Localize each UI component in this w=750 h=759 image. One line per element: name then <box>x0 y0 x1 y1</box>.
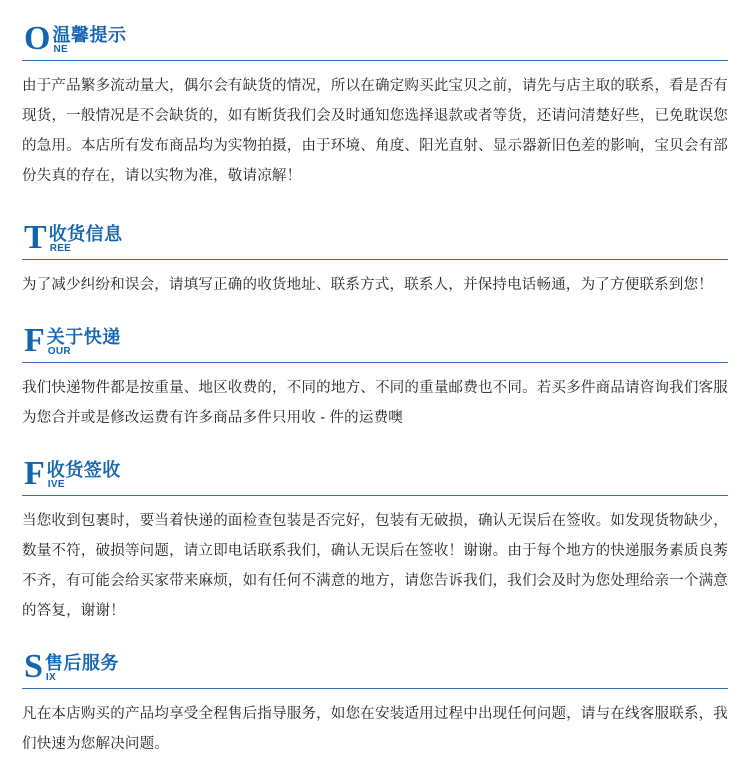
section-title: 收货信息 <box>48 224 123 244</box>
spacer <box>22 630 728 646</box>
section-title-group <box>49 224 123 254</box>
section-header <box>22 217 728 256</box>
section-header <box>22 646 728 685</box>
section-initial-letter: O <box>24 20 51 57</box>
spacer <box>22 437 728 453</box>
spacer <box>22 195 728 217</box>
section-title-group <box>52 25 126 55</box>
section-subtitle: IX <box>45 672 56 683</box>
section-title: 温馨提示 <box>52 25 127 45</box>
section-initial-letter: T <box>24 219 47 256</box>
section-body: 我们快递物件都是按重量、地区收费的，不同的地方、不同的重量邮费也不同。若买多件商品请咨询我们客服为您合并或是修改运费有许多商品多件只用收 - 件的运费噢 <box>22 380 728 426</box>
section-header <box>22 320 728 359</box>
section-subtitle: OUR <box>47 346 71 357</box>
spacer <box>22 304 728 320</box>
section-header <box>22 453 728 492</box>
section-title-group <box>47 460 121 490</box>
section-body: 由于产品繁多流动量大，偶尔会有缺货的情况，所以在确定购买此宝贝之前，请先与店主取的联系，看是否有现货，一般情况是不会缺货的，如有断货我们会及时通知您选择退款或者等货，还请问清楚好些，已免耽误您的急用。本店所有发布商品均为实物拍摄，由于环境、角度、阳光直射、显示器新旧色差的影响，宝贝会有部份失真的存在，请以实物为准，敬请凉解！ <box>22 78 728 184</box>
section-divider <box>22 259 728 260</box>
section-subtitle: REE <box>49 243 72 254</box>
section-divider <box>22 60 728 61</box>
section-temperature-tips <box>22 18 728 191</box>
section-about-express <box>22 320 728 433</box>
section-initial-letter: F <box>24 455 45 492</box>
section-title-group <box>45 653 119 683</box>
section-title: 关于快递 <box>46 327 121 347</box>
section-body: 凡在本店购买的产品均享受全程售后指导服务，如您在安装适用过程中出现任何问题，请与在线客服联系，我们快速为您解决问题。 <box>22 706 728 752</box>
section-title: 收货签收 <box>46 460 121 480</box>
section-title-group <box>47 327 121 357</box>
section-header <box>22 18 728 57</box>
section-title: 售后服务 <box>44 653 119 673</box>
section-receipt-signing <box>22 453 728 626</box>
section-initial-letter: S <box>24 648 43 685</box>
section-divider <box>22 362 728 363</box>
section-initial-letter: F <box>24 322 45 359</box>
section-body: 当您收到包裹时，要当着快递的面检查包装是否完好，包装有无破损，确认无误后在签收。如发现货物缺少，数量不符，破损等问题，请立即电话联系我们，确认无误后在签收！谢谢。由于每个地方的快递服务素质良莠不齐，有可能会给买家带来麻烦，如有任何不满意的地方，请您告诉我们，我们会及时为您处理给亲一个满意的答复，谢谢！ <box>22 513 728 619</box>
section-after-sales <box>22 646 728 759</box>
section-body: 为了减少纠纷和误会，请填写正确的收货地址、联系方式，联系人，并保持电话畅通，为了方便联系到您！ <box>22 277 713 293</box>
section-divider <box>22 688 728 689</box>
section-divider <box>22 495 728 496</box>
section-subtitle: IVE <box>47 479 65 490</box>
section-shipping-info <box>22 217 728 300</box>
section-subtitle: NE <box>53 44 68 55</box>
